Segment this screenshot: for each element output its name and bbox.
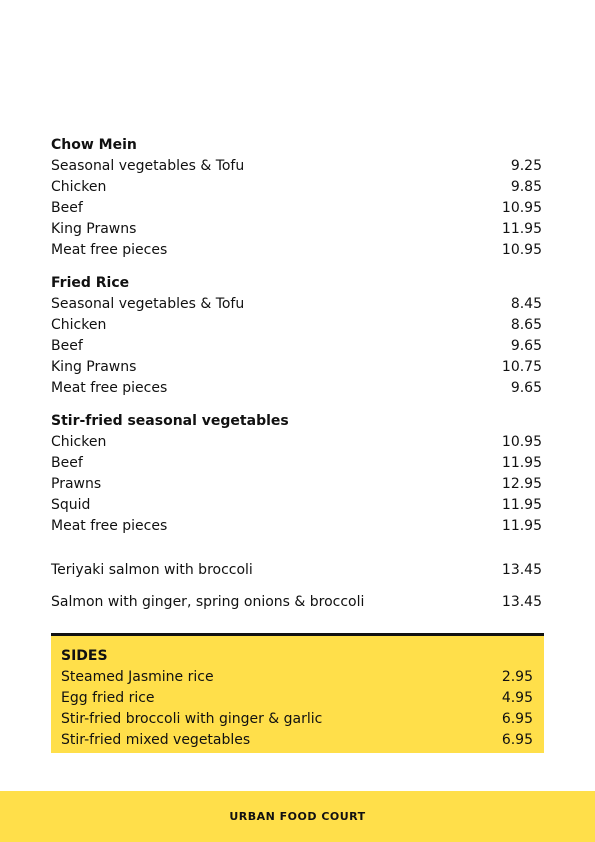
sides-box xyxy=(51,633,544,753)
menu-item xyxy=(61,688,533,709)
item-name: King Prawns xyxy=(51,221,137,237)
menu-item xyxy=(51,294,542,315)
menu-item xyxy=(51,432,542,453)
section-title: Fried Rice xyxy=(51,275,130,291)
menu-item xyxy=(51,198,542,219)
item-price: 4.95 xyxy=(501,690,533,706)
menu-item xyxy=(51,156,542,177)
item-price: 9.25 xyxy=(510,158,542,174)
item-price: 2.95 xyxy=(501,669,533,685)
item-price: 8.65 xyxy=(510,317,542,333)
menu-item xyxy=(51,357,542,378)
item-name: Stir-fried broccoli with ginger & garlic xyxy=(61,711,323,727)
single-item-salmon-ginger xyxy=(51,592,542,613)
item-price: 10.95 xyxy=(501,242,542,258)
item-name: Meat free pieces xyxy=(51,518,168,534)
item-name: Salmon with ginger, spring onions & broccoli xyxy=(51,594,365,610)
menu-item xyxy=(51,495,542,516)
menu-item xyxy=(51,219,542,240)
item-name: Egg fried rice xyxy=(61,690,155,706)
item-name: Prawns xyxy=(51,476,102,492)
sides-title: SIDES xyxy=(61,648,108,664)
item-price: 10.95 xyxy=(501,434,542,450)
item-name: Meat free pieces xyxy=(51,380,168,396)
item-name: Stir-fried mixed vegetables xyxy=(61,732,251,748)
item-price: 6.95 xyxy=(501,732,533,748)
menu-item xyxy=(51,336,542,357)
item-price: 12.95 xyxy=(501,476,542,492)
menu-item xyxy=(51,240,542,261)
menu-item xyxy=(61,730,533,751)
item-name: Squid xyxy=(51,497,91,513)
item-price: 13.45 xyxy=(501,562,542,578)
menu-item xyxy=(51,592,542,613)
menu-item xyxy=(51,474,542,495)
item-name: Beef xyxy=(51,338,83,354)
item-price: 9.85 xyxy=(510,179,542,195)
item-price: 9.65 xyxy=(510,338,542,354)
footer-label: URBAN FOOD COURT xyxy=(229,810,366,823)
footer-bar xyxy=(0,791,595,842)
menu-item xyxy=(51,453,542,474)
item-price: 11.95 xyxy=(501,221,542,237)
item-name: Beef xyxy=(51,200,83,216)
section-title: Stir-fried seasonal vegetables xyxy=(51,413,289,429)
item-price: 11.95 xyxy=(501,497,542,513)
item-name: Chicken xyxy=(51,179,107,195)
item-price: 11.95 xyxy=(501,455,542,471)
menu-section-stir-fried xyxy=(51,411,542,537)
item-name: Meat free pieces xyxy=(51,242,168,258)
item-price: 10.95 xyxy=(501,200,542,216)
item-name: Steamed Jasmine rice xyxy=(61,669,214,685)
item-price: 10.75 xyxy=(501,359,542,375)
item-price: 9.65 xyxy=(510,380,542,396)
item-price: 13.45 xyxy=(501,594,542,610)
item-price: 8.45 xyxy=(510,296,542,312)
item-name: Teriyaki salmon with broccoli xyxy=(51,562,253,578)
menu-item xyxy=(61,709,533,730)
menu-section-chow-mein xyxy=(51,135,542,261)
section-title: Chow Mein xyxy=(51,137,137,153)
item-name: Chicken xyxy=(51,434,107,450)
menu-item xyxy=(51,560,542,581)
item-name: Chicken xyxy=(51,317,107,333)
menu-item xyxy=(51,315,542,336)
menu-item xyxy=(51,177,542,198)
item-name: King Prawns xyxy=(51,359,137,375)
item-name: Seasonal vegetables & Tofu xyxy=(51,296,245,312)
menu-section-fried-rice xyxy=(51,273,542,399)
single-item-teriyaki xyxy=(51,560,542,581)
menu-item xyxy=(51,516,542,537)
item-name: Beef xyxy=(51,455,83,471)
menu xyxy=(51,135,542,613)
menu-item xyxy=(51,378,542,399)
item-name: Seasonal vegetables & Tofu xyxy=(51,158,245,174)
item-price: 6.95 xyxy=(501,711,533,727)
item-price: 11.95 xyxy=(501,518,542,534)
menu-item xyxy=(61,667,533,688)
